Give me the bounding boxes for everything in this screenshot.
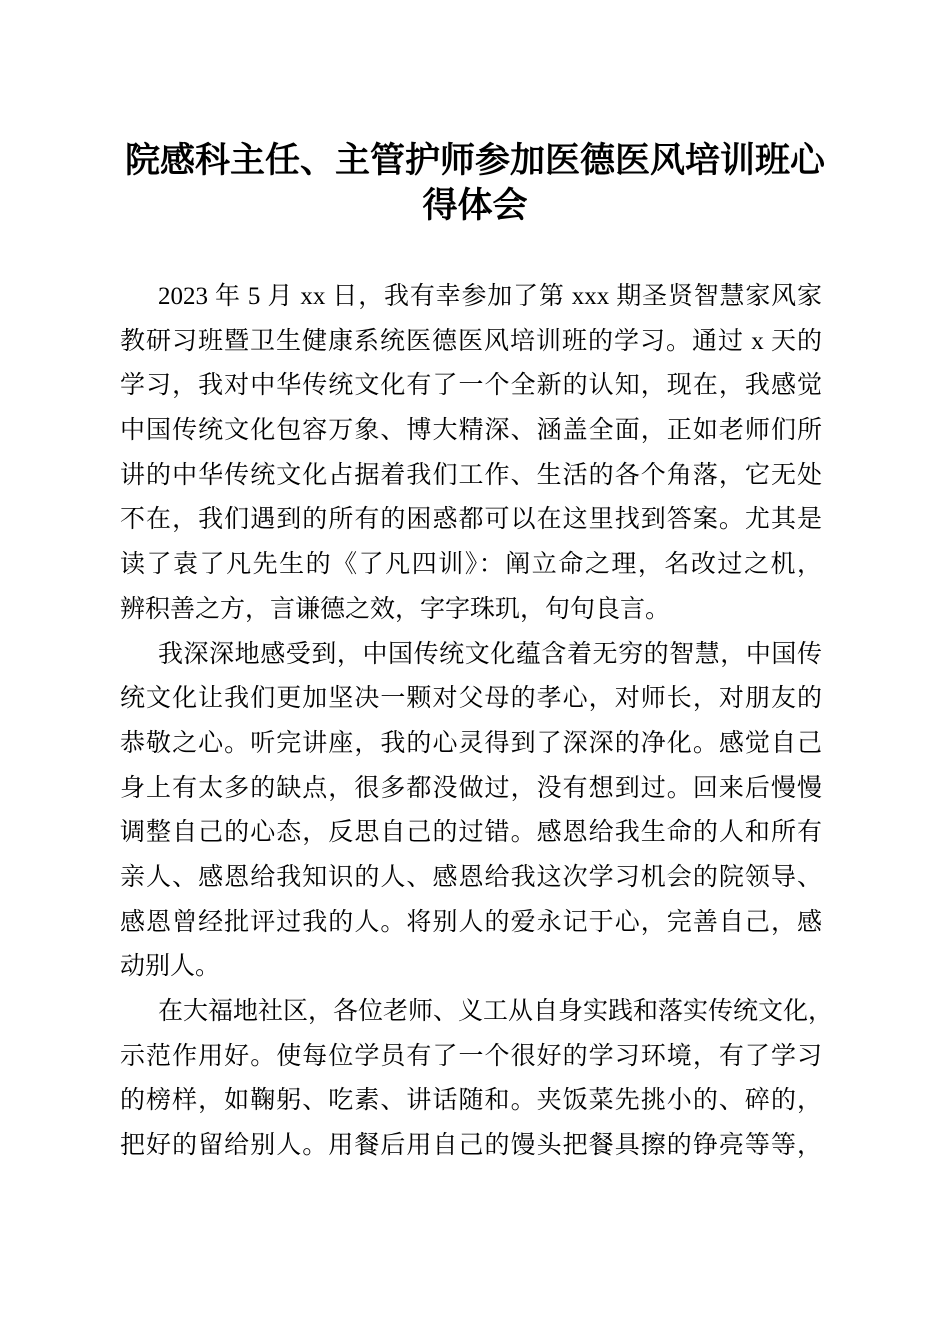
text-line: 辨积善之方，言谦德之效，字字珠玑，句句良言。 (120, 595, 671, 623)
text-line: 讲的中华传统文化占据着我们工作、生活的各个角落，它无处 (120, 461, 822, 489)
text-line: 教研习班暨卫生健康系统医德医风培训班的学习。通过 x 天的 (120, 327, 822, 355)
text-line: 感恩曾经批评过我的人。将别人的爱永记于心，完善自己，感 (120, 908, 822, 936)
text-line: 我深深地感受到，中国传统文化蕴含着无穷的智慧，中国传 (158, 640, 822, 668)
text-line: 调整自己的心态，反思自己的过错。感恩给我生命的人和所有 (120, 819, 822, 847)
document-body (120, 275, 834, 1169)
text-line: 亲人、感恩给我知识的人、感恩给我这次学习机会的院领导、 (120, 863, 822, 891)
text-line: 读了袁了凡先生的《了凡四训》：阐立命之理，名改过之机， (120, 551, 822, 579)
paragraph (120, 275, 822, 633)
text-line: 中国传统文化包容万象、博大精深、涵盖全面，正如老师们所 (120, 417, 822, 445)
text-line: 的榜样，如鞠躬、吃素、讲话随和。夹饭菜先挑小的、碎的， (120, 1087, 822, 1115)
paragraph (120, 633, 822, 991)
text-line: 身上有太多的缺点，很多都没做过，没有想到过。回来后慢慢 (120, 774, 822, 802)
text-line: 把好的留给别人。用餐后用自己的馒头把餐具擦的铮亮等等， (120, 1132, 822, 1160)
title-line: 院感科主任、主管护师参加医德医风培训班心 (124, 140, 825, 181)
text-line: 2023 年 5 月 xx 日，我有幸参加了第 xxx 期圣贤智慧家风家 (158, 283, 822, 310)
text-line: 统文化让我们更加坚决一颗对父母的孝心，对师长，对朋友的 (120, 685, 822, 713)
text-line: 恭敬之心。听完讲座，我的心灵得到了深深的净化。感觉自己 (120, 729, 822, 757)
title-line: 得体会 (422, 185, 528, 226)
text-line: 动别人。 (120, 953, 221, 981)
text-line: 不在，我们遇到的所有的困惑都可以在这里找到答案。尤其是 (120, 506, 822, 534)
text-line: 在大福地社区，各位老师、义工从自身实践和落实传统文化， (158, 998, 834, 1025)
document-title (0, 138, 950, 228)
text-line: 学习，我对中华传统文化有了一个全新的认知，现在，我感觉 (120, 372, 822, 400)
paragraph (120, 990, 834, 1169)
text-line: 示范作用好。使每位学员有了一个很好的学习环境，有了学习 (120, 1042, 822, 1070)
